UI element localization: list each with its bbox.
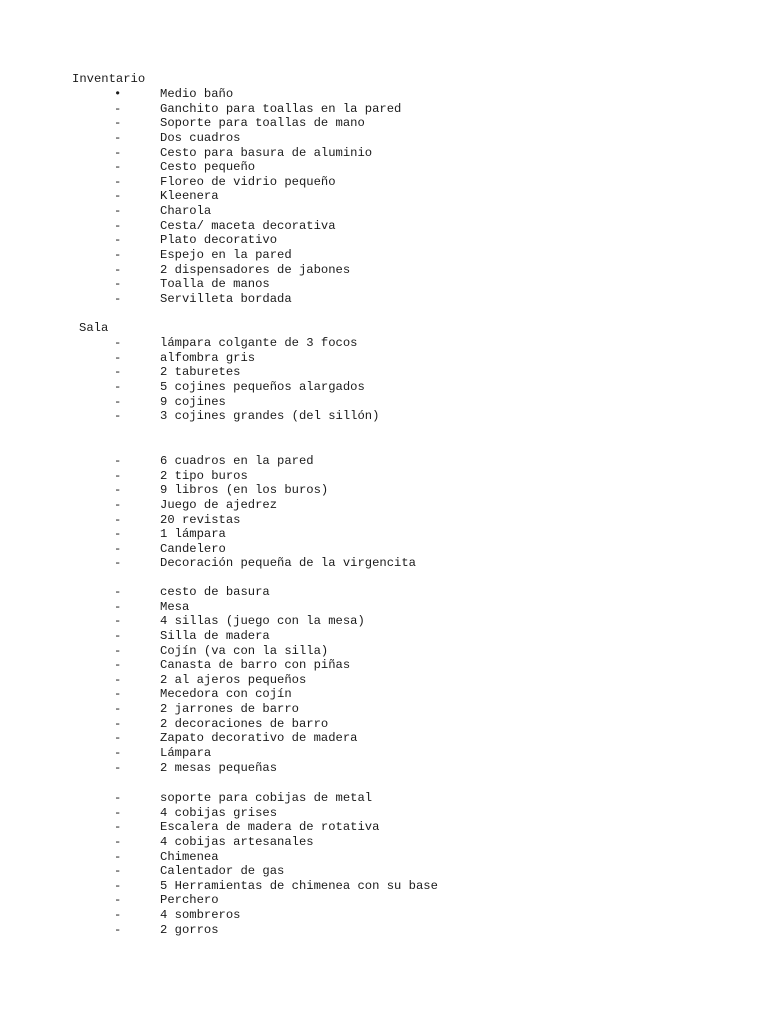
list-item [0,116,768,131]
dash-marker: - [114,409,122,424]
dash-marker: - [114,174,122,189]
dash-marker: - [114,189,122,204]
list-item [0,542,768,557]
sala-list-lighting-seating [0,336,768,424]
list-item [0,365,768,380]
dash-marker: - [114,248,122,263]
dash-marker: - [114,541,122,556]
dash-marker: - [114,864,122,879]
list-item-text: Plato decorativo [160,233,278,248]
list-item-text: 1 lámpara [160,527,226,542]
list-item [0,556,768,571]
list-item-text: 5 cojines pequeños alargados [160,379,365,394]
list-item-text: Espejo en la pared [160,248,292,263]
dash-marker: - [114,643,122,658]
list-item-text: 2 tipo buros [160,468,248,483]
list-item [0,483,768,498]
list-item-text: lámpara colgante de 3 focos [160,336,358,350]
list-item [0,908,768,923]
list-item [0,131,768,146]
list-item [0,469,768,484]
list-item-text: Cesta/ maceta decorativa [160,218,336,233]
list-item [0,498,768,513]
dash-marker: - [114,614,122,629]
list-item-text: 9 libros (en los buros) [160,483,329,498]
dash-marker: - [114,336,122,350]
sala-list-fireplace [0,791,768,937]
list-item-text: Decoración pequeña de la virgencita [160,556,416,571]
dash-marker: - [114,365,122,380]
dash-marker: - [114,130,122,145]
dash-marker: - [114,277,122,292]
dash-marker: - [114,760,122,775]
dash-marker: - [114,262,122,277]
list-item [0,893,768,908]
list-item-text: Servilleta bordada [160,291,292,306]
list-item [0,351,768,366]
dash-marker: - [114,893,122,908]
list-item [0,336,768,351]
inventory-heading: Inventario [72,72,146,86]
list-item-text: soporte para cobijas de metal [160,791,373,805]
list-item [0,864,768,879]
list-item-text: Silla de madera [160,628,270,643]
list-item [0,791,768,806]
list-item [0,380,768,395]
list-item [0,248,768,263]
list-item-text: Calentador de gas [160,864,285,879]
list-item [0,717,768,732]
dash-marker: - [114,791,122,805]
list-item-text: Escalera de madera de rotativa [160,820,380,835]
list-item-text: Candelero [160,541,226,556]
dash-marker: - [114,379,122,394]
list-item [0,160,768,175]
list-item-text: 2 gorros [160,922,219,937]
dash-marker: - [114,556,122,571]
list-item [0,233,768,248]
list-item [0,702,768,717]
dash-marker: - [114,716,122,731]
list-item [0,923,768,938]
list-item-text: 4 sombreros [160,908,241,923]
list-item [0,292,768,307]
dash-marker: - [114,218,122,233]
list-item [0,189,768,204]
list-item-text: Zapato decorativo de madera [160,731,358,746]
sala-heading: Sala [79,321,109,335]
list-item-text: Chimenea [160,849,219,864]
list-item [0,629,768,644]
list-item-text: 5 Herramientas de chimenea con su base [160,878,438,893]
dash-marker: - [114,658,122,673]
list-item [0,102,768,117]
list-item [0,87,768,102]
list-item [0,204,768,219]
list-item-text: cesto de basura [160,585,270,599]
list-item-text: 2 decoraciones de barro [160,716,329,731]
dash-marker: - [114,145,122,160]
list-item-text: 4 sillas (juego con la mesa) [160,614,365,629]
list-item-text: Perchero [160,893,219,908]
dash-marker: - [114,672,122,687]
list-item-text: Mesa [160,599,190,614]
list-item [0,219,768,234]
dash-marker: - [114,350,122,365]
dash-marker: - [114,585,122,599]
list-item-text: Dos cuadros [160,130,241,145]
dash-marker: - [114,394,122,409]
list-item-text: Cesto para basura de aluminio [160,145,373,160]
dash-marker: - [114,599,122,614]
list-item-text: Cojín (va con la silla) [160,643,329,658]
list-item-text: Medio baño [160,87,234,101]
list-item [0,513,768,528]
sala-list-decor [0,454,768,571]
dash-marker: - [114,233,122,248]
dash-marker: - [114,908,122,923]
list-item [0,850,768,865]
list-item [0,277,768,292]
list-item [0,806,768,821]
list-item-text: 2 al ajeros pequeños [160,672,307,687]
dash-marker: - [114,820,122,835]
dash-marker: - [114,160,122,175]
list-item [0,395,768,410]
list-item-text: Toalla de manos [160,277,270,292]
list-item [0,585,768,600]
dash-marker: - [114,805,122,820]
list-item [0,835,768,850]
dash-marker: - [114,834,122,849]
dash-marker: - [114,878,122,893]
list-item [0,263,768,278]
dash-marker: - [114,512,122,527]
list-item [0,820,768,835]
list-item-text: 2 taburetes [160,365,241,380]
bullet-icon: • [114,87,122,101]
list-item [0,454,768,469]
dash-marker: - [114,101,122,116]
list-item [0,879,768,894]
list-item-text: Ganchito para toallas en la pared [160,101,402,116]
list-item [0,409,768,424]
dash-marker: - [114,731,122,746]
dash-marker: - [114,454,122,468]
list-item [0,527,768,542]
list-item-text: alfombra gris [160,350,256,365]
dash-marker: - [114,116,122,131]
list-item [0,658,768,673]
list-item-text: 2 mesas pequeñas [160,760,278,775]
list-item [0,746,768,761]
list-item [0,673,768,688]
list-item-text: 4 cobijas grises [160,805,278,820]
list-item-text: Charola [160,204,212,219]
list-item-text: Kleenera [160,189,219,204]
list-item-text: 9 cojines [160,394,226,409]
list-item [0,146,768,161]
list-item [0,600,768,615]
list-item [0,644,768,659]
list-item-text: Floreo de vidrio pequeño [160,174,336,189]
dash-marker: - [114,922,122,937]
list-item-text: Lámpara [160,746,212,761]
list-item [0,687,768,702]
list-item [0,761,768,776]
dash-marker: - [114,291,122,306]
dash-marker: - [114,468,122,483]
list-item-text: 20 revistas [160,512,241,527]
list-item-text: Cesto pequeño [160,160,256,175]
list-item [0,731,768,746]
dash-marker: - [114,849,122,864]
list-item-text: Canasta de barro con piñas [160,658,351,673]
dash-marker: - [114,687,122,702]
list-item-text: 4 cobijas artesanales [160,834,314,849]
dash-marker: - [114,746,122,761]
list-item-text: 2 jarrones de barro [160,702,299,717]
list-item-text: Mecedora con cojín [160,687,292,702]
bathroom-list [0,87,768,307]
list-item-text: 6 cuadros en la pared [160,454,314,468]
dash-marker: - [114,628,122,643]
list-item-text: Soporte para toallas de mano [160,116,365,131]
list-item-text: Juego de ajedrez [160,497,278,512]
dash-marker: - [114,483,122,498]
dash-marker: - [114,204,122,219]
sala-list-furniture [0,585,768,775]
list-item [0,614,768,629]
dash-marker: - [114,497,122,512]
list-item [0,175,768,190]
list-item-text: 2 dispensadores de jabones [160,262,351,277]
list-item-text: 3 cojines grandes (del sillón) [160,409,380,424]
dash-marker: - [114,702,122,717]
dash-marker: - [114,527,122,542]
